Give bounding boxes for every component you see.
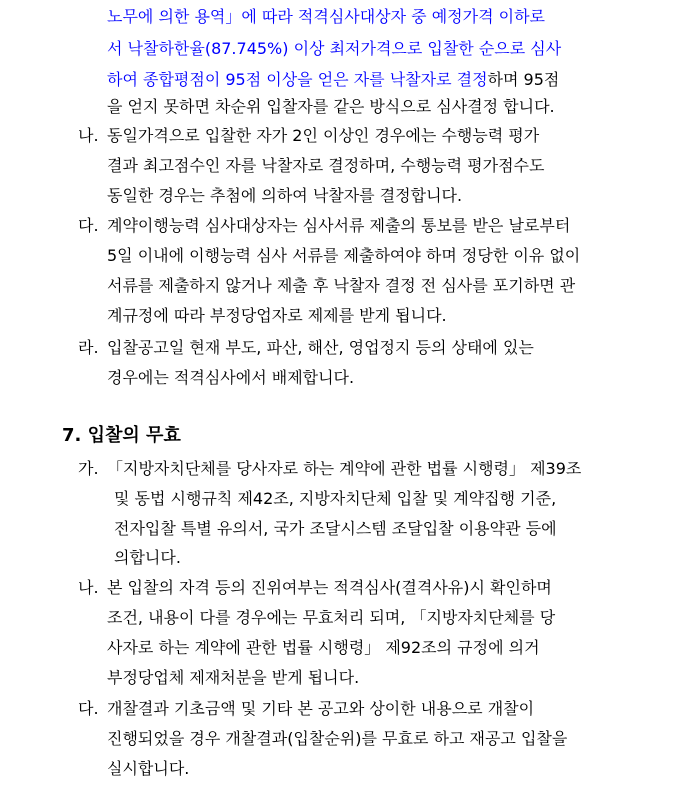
item-marker: 라.	[78, 338, 99, 357]
item-line: 사자로 하는 계약에 관한 법률 시행령」 제92조의 규정에 의거	[107, 638, 540, 657]
item-line: 결과 최고점수인 자를 낙찰자로 결정하며, 수행능력 평가점수도	[107, 156, 545, 175]
item-marker: 가.	[78, 459, 99, 478]
intro-line: 서 낙찰하한율(87.745%) 이상 최저가격으로 입찰한 순으로 심사	[107, 39, 562, 58]
item-marker: 나.	[78, 578, 99, 597]
item-line: 동일한 경우는 추첨에 의하여 낙찰자를 결정합니다.	[107, 186, 463, 205]
item-marker: 다.	[78, 216, 99, 235]
item-line: 경우에는 적격심사에서 배제합니다.	[107, 368, 355, 387]
item-line: 부정당업체 제재처분을 받게 됩니다.	[107, 668, 360, 687]
item-line: 실시합니다.	[107, 759, 190, 778]
item-line: 진행되었을 경우 개찰결과(입찰순위)를 무효로 하고 재공고 입찰을	[107, 729, 568, 748]
item-line: 및 동법 시행규칙 제42조, 지방자치단체 입찰 및 계약집행 기준,	[114, 489, 557, 508]
item-marker: 다.	[78, 699, 99, 718]
item-line: 계규정에 따라 부정당업자로 제제를 받게 됩니다.	[107, 306, 447, 325]
item-line: 「지방자치단체를 당사자로 하는 계약에 관한 법률 시행령」 제39조	[107, 459, 582, 478]
item-line: 5일 이내에 이행능력 심사 서류를 제출하여야 하며 정당한 이유 없이	[107, 246, 581, 265]
item-line: 전자입찰 특별 유의서, 국가 조달시스템 조달입찰 이용약관 등에	[114, 519, 557, 538]
item-line: 계약이행능력 심사대상자는 심사서류 제출의 통보를 받은 날로부터	[107, 216, 571, 235]
item-line: 개찰결과 기초금액 및 기타 본 공고와 상이한 내용으로 개찰이	[107, 699, 535, 718]
item-line: 조건, 내용이 다를 경우에는 무효처리 되며, 「지방자치단체를 당	[107, 608, 556, 627]
intro-line: 노무에 의한 용역」에 따라 적격심사대상자 중 예정가격 이하로	[107, 7, 546, 26]
intro-line: 하여 종합평점이 95점 이상을 얻은 자를 낙찰자로 결정하며 95점	[107, 70, 560, 89]
item-marker: 나.	[78, 126, 99, 145]
item-line: 동일가격으로 입찰한 자가 2인 이상인 경우에는 수행능력 평가	[107, 126, 540, 145]
item-line: 의합니다.	[114, 548, 181, 567]
item-line: 입찰공고일 현재 부도, 파산, 해산, 영업정지 등의 상태에 있는	[107, 338, 534, 357]
item-line: 서류를 제출하지 않거나 제출 후 낙찰자 결정 전 심사를 포기하면 관	[107, 276, 576, 295]
intro-line: 을 얻지 못하면 차순위 입찰자를 같은 방식으로 심사결정 합니다.	[107, 97, 555, 116]
section-heading: 7. 입찰의 무효	[62, 425, 181, 446]
item-line: 본 입찰의 자격 등의 진위여부는 적격심사(결격사유)시 확인하며	[107, 578, 552, 597]
